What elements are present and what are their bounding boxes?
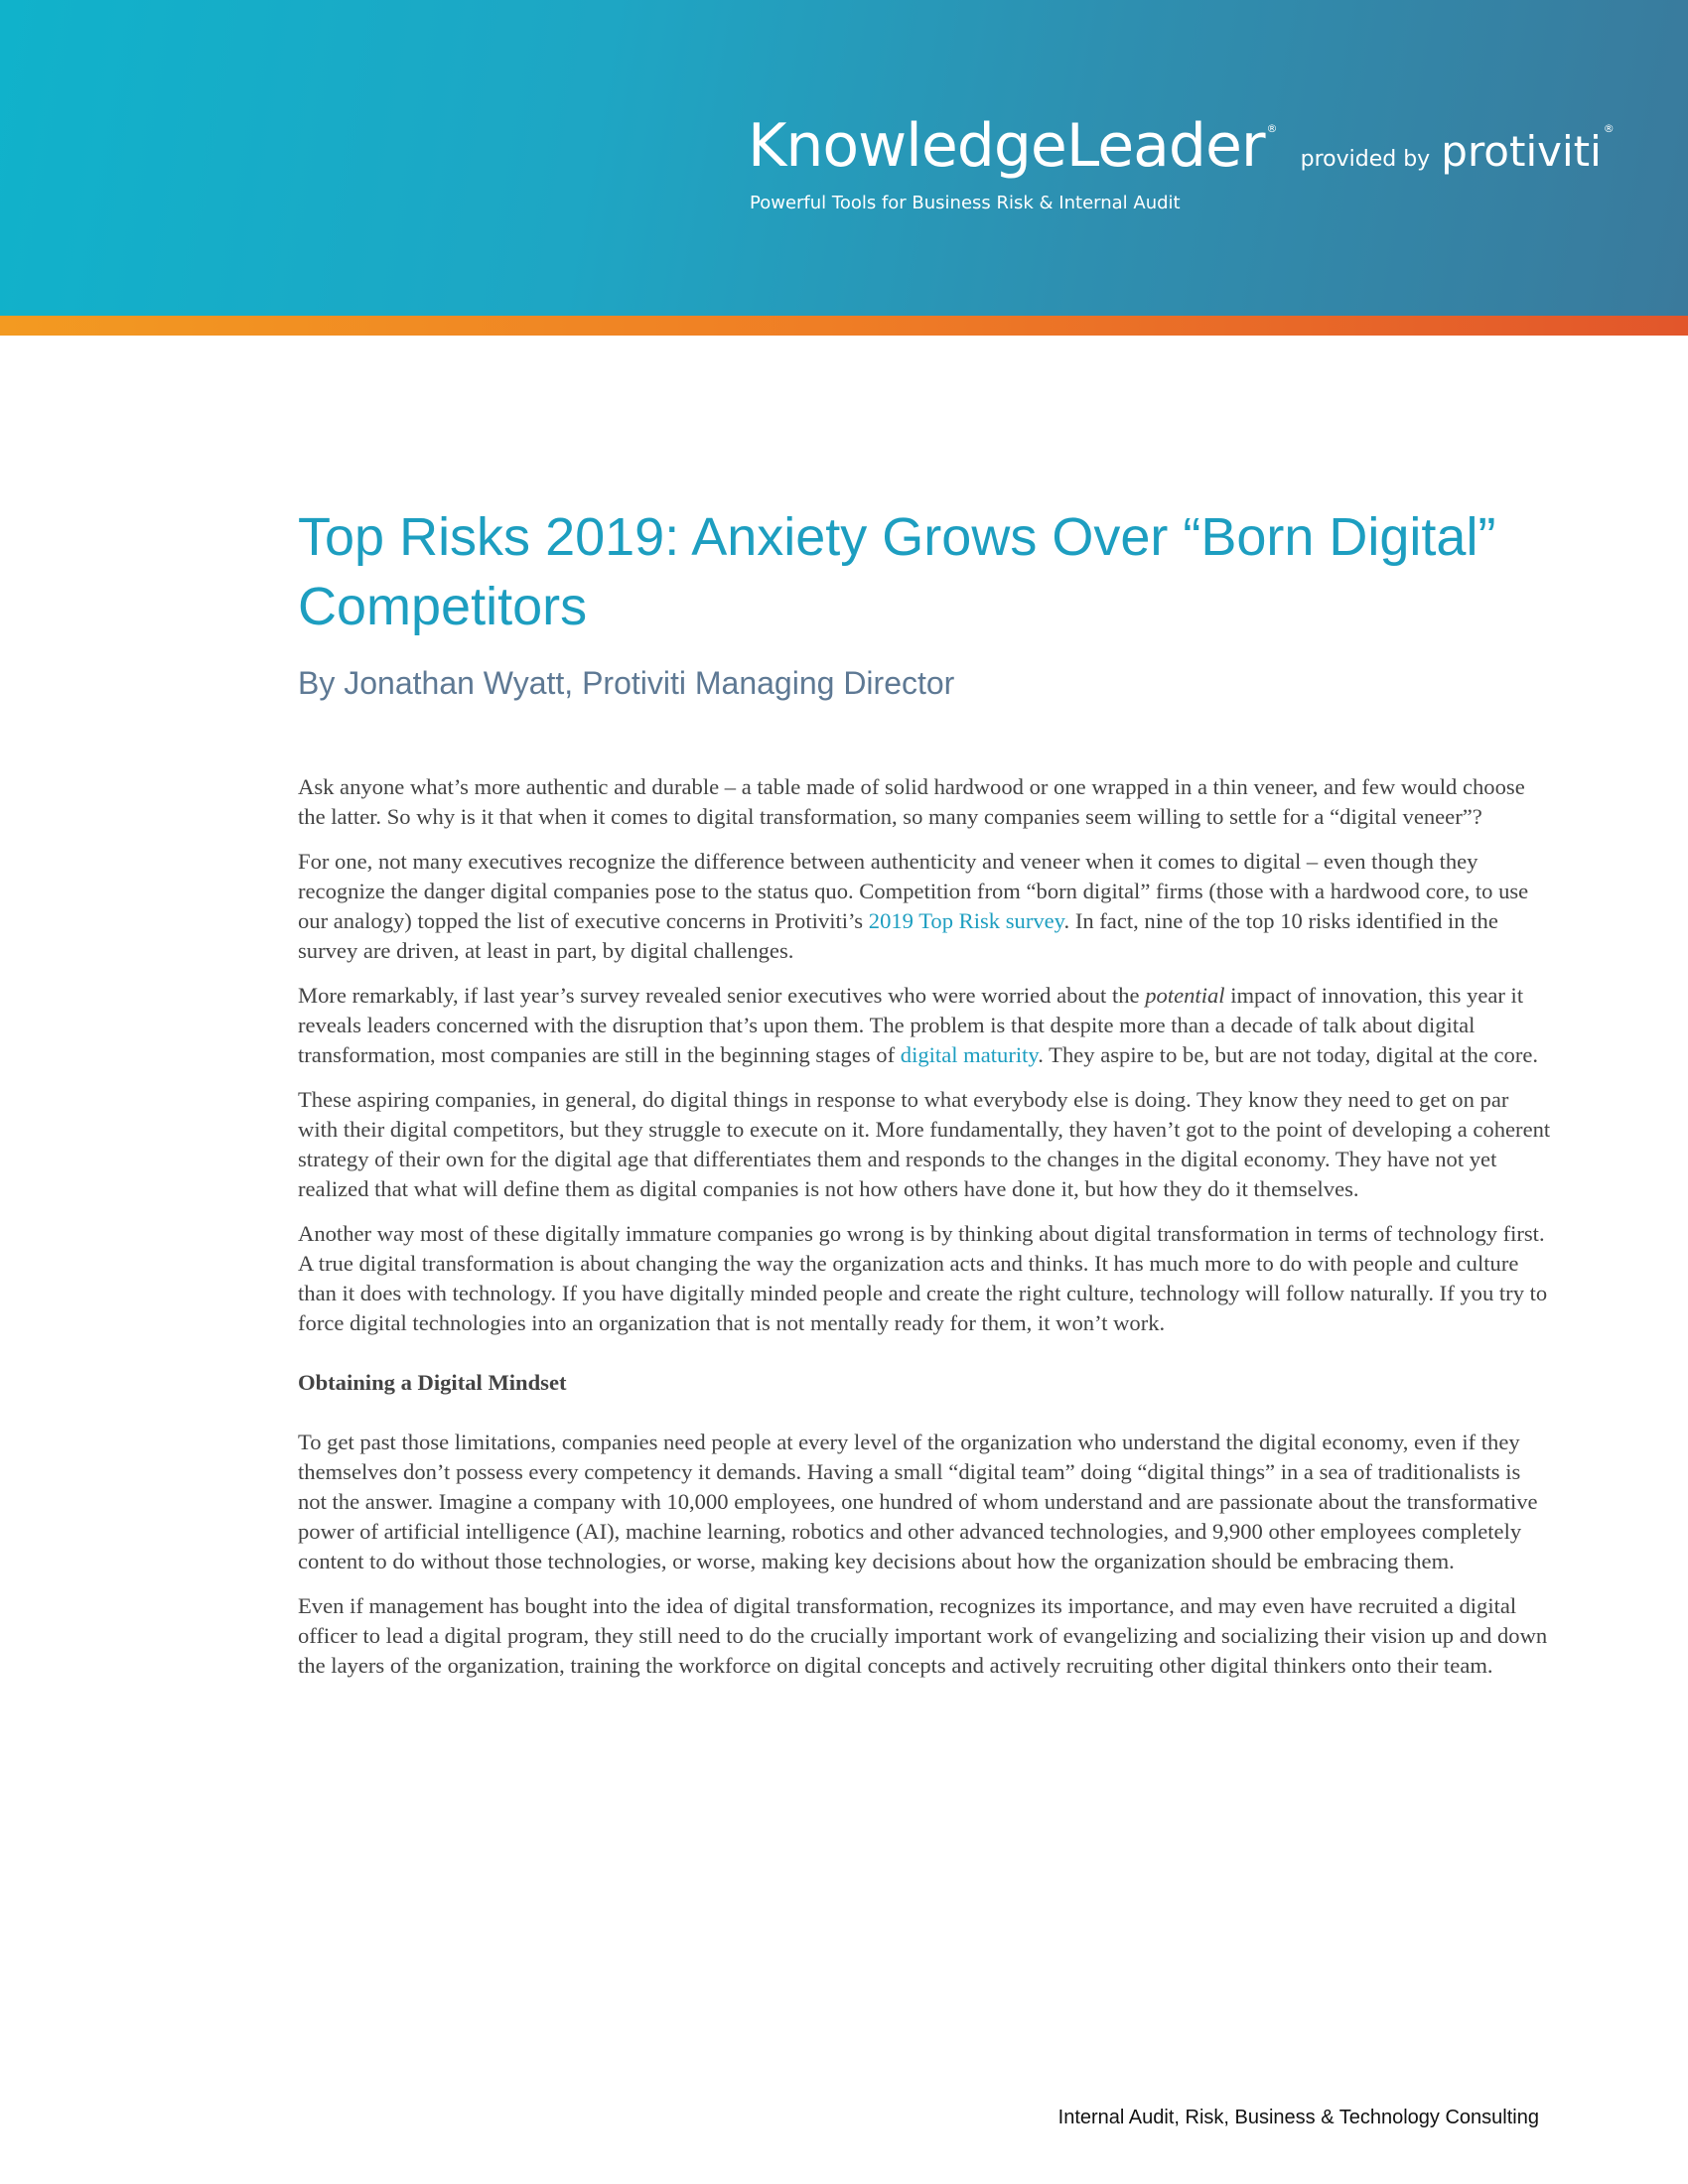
paragraph-1: Ask anyone what’s more authentic and durable – a table made of solid hardwood or one wrapped in a thin veneer, and few would choose the latter. So why is it that when it comes to digital transformation, so many companies seem willing to settle for a “digital veneer”? [298,774,1525,829]
paragraph-3-emphasis: potential [1145,983,1225,1008]
paragraph-7: Even if management has bought into the idea of digital transformation, recognizes its importance, and may even have recruited a digital officer to lead a digital program, they still need to do the crucially important work of evangelizing and socializing their vision up and down the layers of the organization, training the workforce on digital concepts and actively recruiting other digital thinkers onto their team. [298,1593,1548,1678]
paragraph-2-text-a: For one, not many executives recognize the difference between authenticity and veneer when it comes to digital – even though they recognize the danger digital companies pose to the status quo. Competition from “born digital” firms (those with a hardwood core, to use our analogy) topped the list of executive concerns in Protiviti’s [298,849,1529,933]
paragraph-5: Another way most of these digitally immature companies go wrong is by thinking about digital transformation in terms of technology first. A true digital transformation is about changing the way the organization acts and thinks. It has much more to do with people and culture than it does with technology. If you have digitally minded people and create the right culture, technology will follow naturally. If you try to force digital technologies into an organization that is not mentally ready for them, it won’t work. [298,1221,1548,1335]
provided-by-label: provided by [1300,147,1431,172]
paragraph-3-text-a: More remarkably, if last year’s survey revealed senior executives who were worried about the [298,983,1146,1008]
section-heading: Obtaining a Digital Mindset [298,1370,567,1395]
company-reg-mark: ® [1603,122,1615,135]
paragraph-3-text-c: . They aspire to be, but are not today, digital at the core. [1038,1042,1539,1067]
brand-reg-mark: ® [1266,122,1278,135]
brand-name: KnowledgeLeader [748,111,1265,181]
paragraph-3-text-b: impact of innovation, this year it reveals leaders concerned with the disruption that’s upon them. The problem is that despite more than a decade of talk about digital transformation, most companies are still in the beginning stages of [298,983,1524,1067]
footer-text: Internal Audit, Risk, Business & Technology Consulting [1057,2107,1539,2128]
header-accent-stripe [0,316,1688,336]
paragraph-6: To get past those limitations, companies need people at every level of the organization who understand the digital economy, even if they themselves don’t possess every competency it demands. Having a small “digital team” doing “digital things” in a sea of traditionalists is not the answer. Imagine a company with 10,000 employees, one hundred of whom understand and are passionate about the transformative power of artificial intelligence (AI), machine learning, robotics and other advanced technologies, and 9,900 other employees completely content to do without those technologies, or worse, making key decisions about how the organization should be embracing them. [298,1430,1538,1573]
company-name: protiviti [1441,127,1602,176]
paragraph-4: These aspiring companies, in general, do digital things in response to what everybody else is doing. They know they need to get on par with their digital competitors, but they struggle to execute on it. More fundamentally, they haven’t got to the point of developing a coherent strategy of their own for the digital age that differentiates them and responds to the changes in the digital economy. They have not yet realized that what will define them as digital companies is not how others have done it, but how they do it themselves. [298,1087,1551,1201]
article-byline: By Jonathan Wyatt, Protiviti Managing Director [298,665,955,701]
top-risk-survey-link[interactable]: 2019 Top Risk survey [868,908,1064,933]
brand-tagline: Powerful Tools for Business Risk & Internal Audit [750,193,1181,213]
brand-logo [748,111,1615,181]
paragraph-2-text-b: . In fact, nine of the top 10 risks identified in the survey are driven, at least in part, by digital challenges. [298,908,1498,963]
digital-maturity-link[interactable]: digital maturity [900,1042,1039,1067]
paragraph-2 [298,847,1551,966]
article-body [298,772,1551,1696]
paragraph-3 [298,981,1551,1070]
article-title: Top Risks 2019: Anxiety Grows Over “Born Digital” Competitors [298,507,1496,636]
